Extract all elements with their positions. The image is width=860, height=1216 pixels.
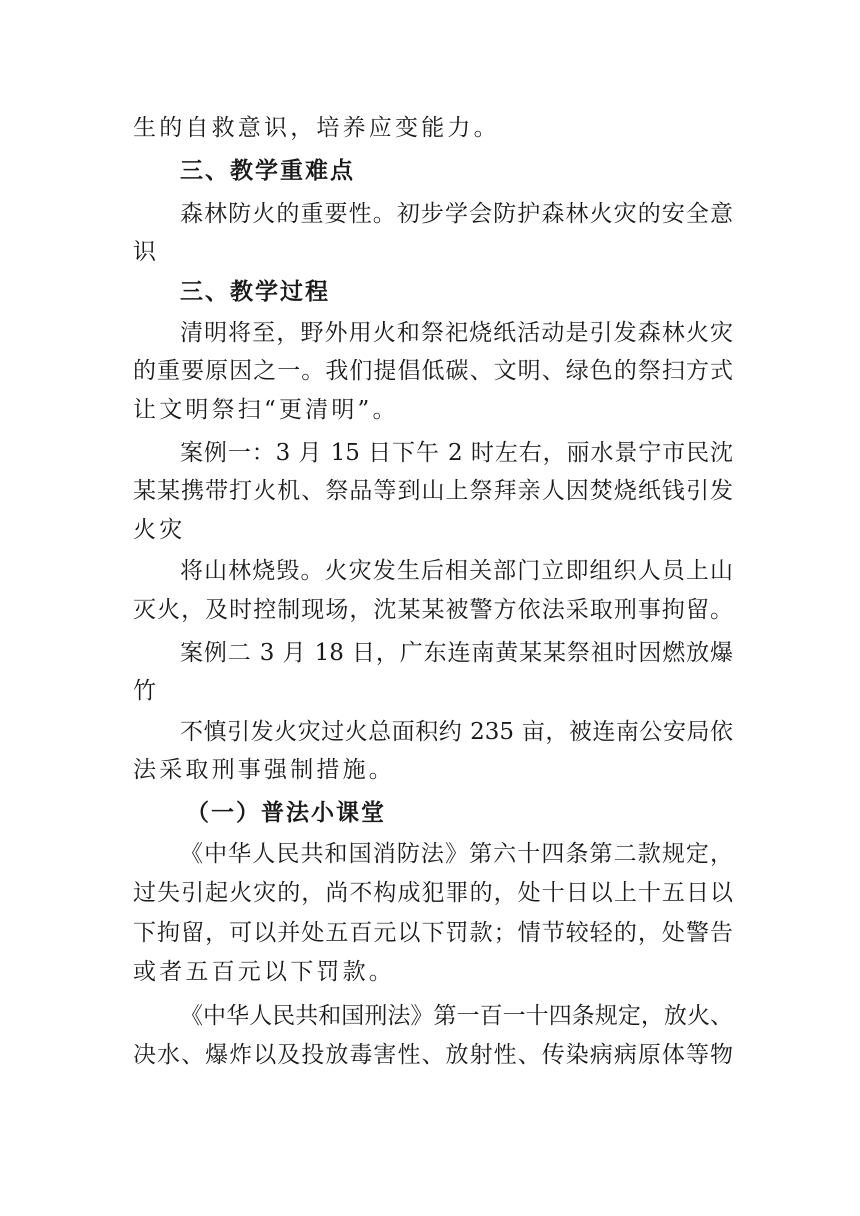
body-text-line: 森林防火的重要性。初步学会防护森林火灾的安全意	[180, 201, 733, 227]
law-text-line: 或者五百元以下罚款。	[133, 959, 395, 985]
body-text-line: 的重要原因之一。我们提倡低碳、文明、绿色的祭扫方式	[133, 358, 733, 384]
body-text-line: 生的自救意识，培养应变能力。	[133, 115, 500, 141]
body-text-line: 法采取刑事强制措施。	[133, 757, 395, 783]
section-heading-difficulties: 三、教学重难点	[180, 158, 355, 184]
law-text-line: 过失引起火灾的，尚不构成犯罪的，处十日以上十五日以	[133, 880, 733, 906]
case-one-line: 火灾	[133, 517, 186, 543]
law-text-line: 决水、爆炸以及投放毒害性、放射性、传染病病原体等物	[133, 1042, 733, 1068]
body-text-line: 识	[133, 239, 160, 265]
body-text-line: 让文明祭扫“更清明”。	[133, 397, 399, 423]
case-one-line: 某某携带打火机、祭品等到山上祭拜亲人因焚烧纸钱引发	[133, 478, 733, 504]
case-two-line: 竹	[133, 678, 160, 704]
section-heading-process: 三、教学过程	[180, 279, 330, 305]
law-text-line: 《中华人民共和国刑法》第一百一十四条规定，放火、	[180, 1003, 733, 1029]
section-heading-law-class: （一）普法小课堂	[186, 800, 386, 826]
body-text-line: 将山林烧毁。火灾发生后相关部门立即组织人员上山	[180, 558, 733, 584]
case-one-line: 案例一：3 月 15 日下午 2 时左右，丽水景宁市民沈	[180, 440, 733, 466]
body-text-line: 不慎引发火灾过火总面积约 235 亩，被连南公安局依	[180, 719, 733, 745]
body-text-line: 清明将至，野外用火和祭祀烧纸活动是引发森林火灾	[180, 320, 733, 346]
law-text-line: 下拘留，可以并处五百元以下罚款；情节较轻的，处警告	[133, 920, 733, 946]
case-two-line: 案例二 3 月 18 日，广东连南黄某某祭祖时因燃放爆	[180, 640, 733, 666]
law-text-line: 《中华人民共和国消防法》第六十四条第二款规定，	[180, 841, 733, 867]
body-text-line: 灭火，及时控制现场，沈某某被警方依法采取刑事拘留。	[133, 597, 733, 623]
